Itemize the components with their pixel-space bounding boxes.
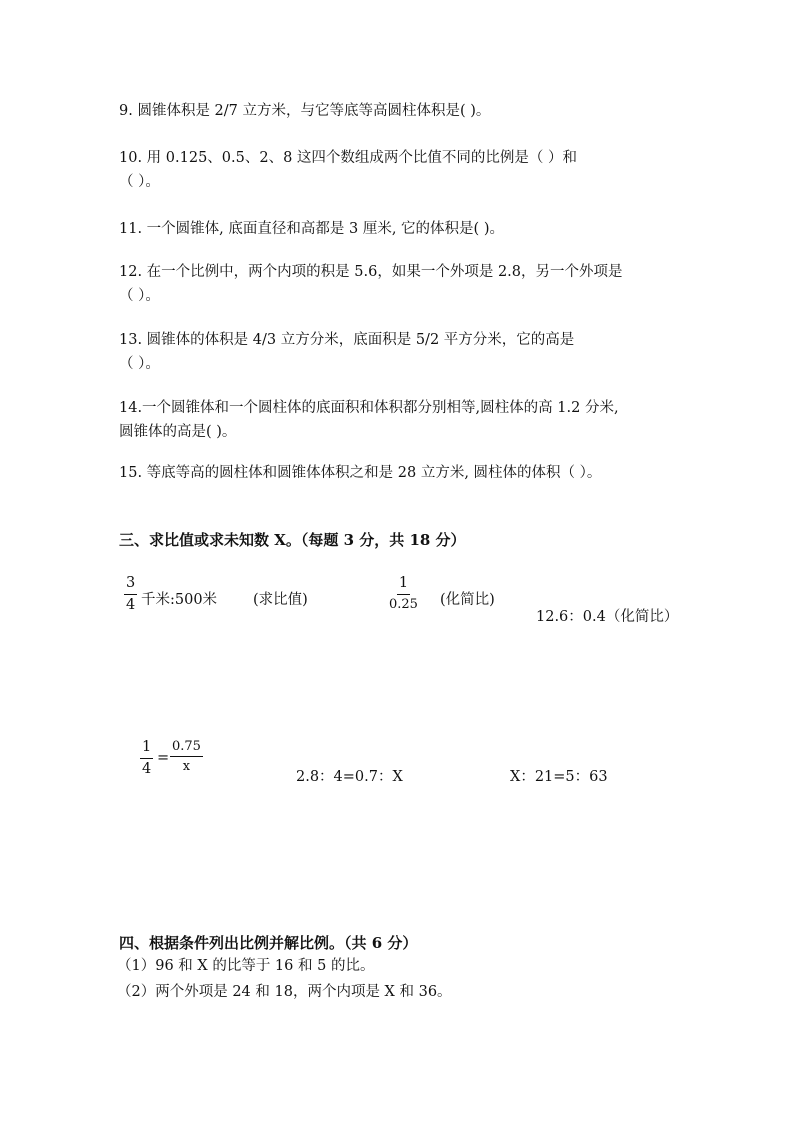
section-3-heading: 三、求比值或求未知数 X。（每题 3 分，共 18 分） [119,531,466,549]
problem-1-note: (求比值) [253,592,308,608]
section-4-heading: 四、根据条件列出比例并解比例。（共 6 分） [119,934,418,952]
question-10-line-1: 10. 用 0.125、0.5、2、8 这四个数组成两个比值不同的比例是（ ）和 [119,150,578,166]
question-14-line-1: 14.一个圆锥体和一个圆柱体的底面积和体积都分别相等,圆柱体的高 1.2 分米, [119,400,619,416]
problem-3: 12.6：0.4（化简比） [536,609,679,625]
fraction-denominator: 4 [126,596,136,613]
problem-5: 2.8：4=0.7：X [296,769,403,785]
equals-sign: = [157,750,170,766]
question-11: 11. 一个圆锥体, 底面直径和高都是 3 厘米, 它的体积是( )。 [119,221,504,237]
fraction-1-0.25 [389,576,418,611]
question-13-line-2: （ ）。 [119,356,160,372]
problem-1-text: 千米:500米 [141,592,218,608]
question-12-line-2: （ ）。 [119,288,160,304]
fraction-1-4 [140,740,153,776]
problem-2-note: (化简比) [440,592,495,608]
section-4-item-2: （2）两个外项是 24 和 18，两个内项是 X 和 36。 [117,984,452,1000]
fraction-numerator: 3 [124,576,137,595]
fraction-denominator: x [182,759,191,774]
fraction-denominator: 0.25 [389,596,418,612]
question-12-line-1: 12. 在一个比例中，两个内项的积是 5.6，如果一个外项是 2.8，另一个外项是 [119,264,623,280]
fraction-numerator: 0.75 [170,740,203,757]
section-4-item-1: （1）96 和 X 的比等于 16 和 5 的比。 [117,958,375,974]
fraction-numerator: 1 [140,740,153,759]
fraction-numerator: 1 [397,576,410,595]
question-15: 15. 等底等高的圆柱体和圆锥体体积之和是 28 立方米, 圆柱体的体积（ ）。 [119,465,602,481]
question-10-line-2: （ ）。 [119,174,160,190]
question-9: 9. 圆锥体积是 2/7 立方米，与它等底等高圆柱体积是( )。 [119,103,491,119]
fraction-denominator: 4 [142,760,152,777]
problem-6: X：21=5：63 [510,769,608,785]
question-14-line-2: 圆锥体的高是( )。 [119,424,237,440]
question-13-line-1: 13. 圆锥体的体积是 4/3 立方分米，底面积是 5/2 平方分米，它的高是 [119,332,575,348]
fraction-3-4 [124,576,137,612]
fraction-0.75-x [170,740,203,773]
